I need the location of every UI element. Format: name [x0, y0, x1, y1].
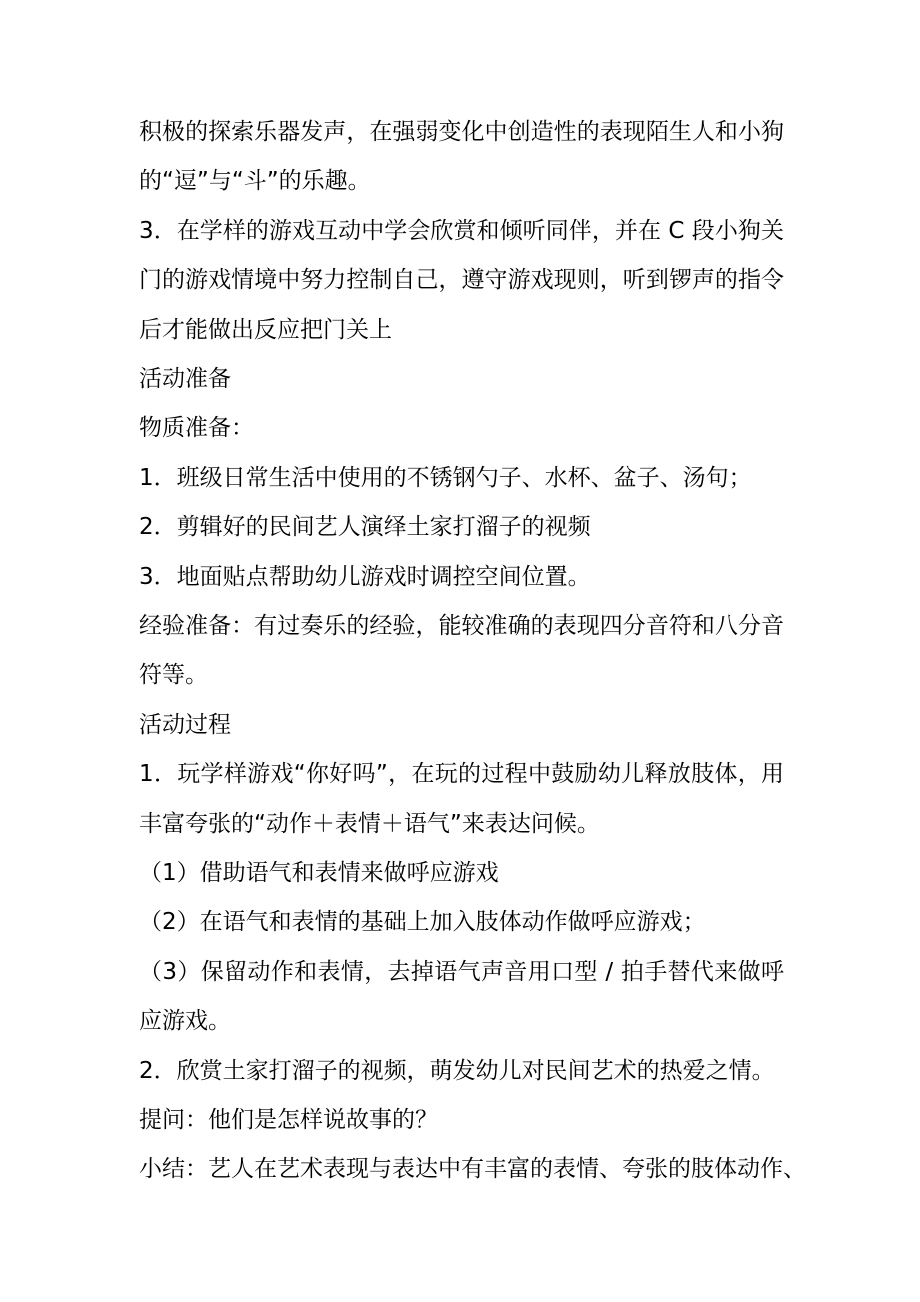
list-item: 2．欣赏土家打溜子的视频，萌发幼儿对民间艺术的热爱之情。: [139, 1058, 775, 1084]
text-line: 后才能做出反应把门关上: [139, 317, 392, 343]
text-line: 的“逗”与“斗”的乐趣。: [139, 168, 371, 194]
text-line: 应游戏。: [139, 1008, 231, 1034]
list-item: 1．班级日常生活中使用的不锈钢勺子、水杯、盆子、汤句；: [139, 465, 752, 491]
text-line: 3．在学样的游戏互动中学会欣赏和倾听同伴，并在 C 段小狗关: [139, 218, 784, 244]
section-heading: 活动过程: [139, 712, 231, 738]
text-line: 符等。: [139, 662, 208, 688]
list-item: （3）保留动作和表情，去掉语气声音用口型 / 拍手替代来做呼: [139, 959, 784, 985]
text-line: 门的游戏情境中努力控制自己，遵守游戏现则，听到锣声的指令: [139, 267, 784, 293]
text-line: 经验准备：有过奏乐的经验，能较准确的表现四分音符和八分音: [139, 613, 784, 639]
section-heading: 活动准备: [139, 366, 231, 392]
text-line: 积极的探索乐器发声，在强弱变化中创造性的表现陌生人和小狗: [139, 119, 784, 145]
text-line: 丰富夸张的“动作＋表情＋语气”来表达问候。: [139, 811, 600, 837]
list-item: （1）借助语气和表情来做呼应游戏: [139, 860, 499, 886]
list-item: 1．玩学样游戏“你好吗”，在玩的过程中鼓励幼儿释放肢体，用: [139, 761, 784, 787]
text-line: 小结：艺人在艺术表现与表达中有丰富的表情、夸张的肢体动作、: [139, 1156, 806, 1182]
sub-heading: 物质准备：: [139, 415, 254, 441]
list-item: 3．地面贴点帮助幼儿游戏时调控空间位置。: [139, 564, 591, 590]
text-line: 提问：他们是怎样说故事的？: [139, 1107, 438, 1133]
list-item: 2．剪辑好的民间艺人演绎土家打溜子的视频: [139, 514, 591, 540]
list-item: （2）在语气和表情的基础上加入肢体动作做呼应游戏；: [139, 909, 706, 935]
